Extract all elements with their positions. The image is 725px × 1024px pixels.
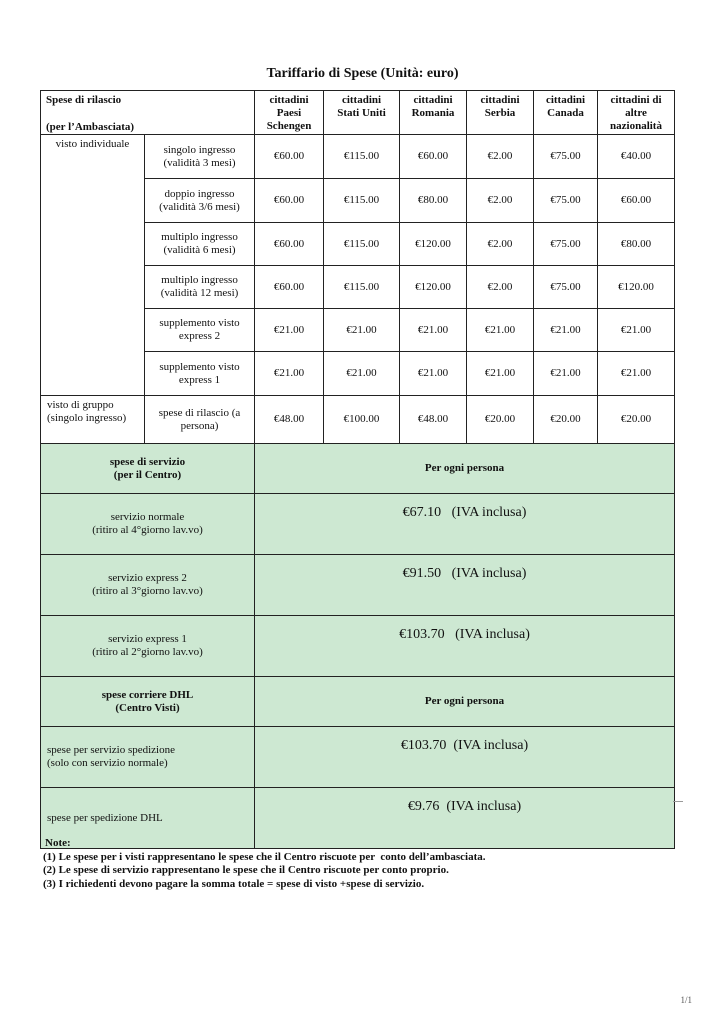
column-header-canada: cittadini Canada bbox=[534, 91, 598, 135]
service-row bbox=[41, 555, 675, 616]
group-label-individual: visto individuale bbox=[41, 135, 145, 396]
fee-cell: €21.00 bbox=[598, 309, 675, 352]
fee-cell: €21.00 bbox=[400, 309, 467, 352]
fee-cell: €120.00 bbox=[400, 266, 467, 309]
table-row bbox=[41, 135, 675, 179]
page-number: 1/1 bbox=[680, 995, 692, 1005]
service-label: spese per servizio spedizione (solo con servizio normale) bbox=[41, 727, 255, 788]
table-edge-line bbox=[673, 801, 683, 802]
fee-cell: €48.00 bbox=[400, 396, 467, 444]
fee-cell: €75.00 bbox=[534, 266, 598, 309]
service-price: €103.70 (IVA inclusa) bbox=[255, 727, 675, 788]
fee-cell: €115.00 bbox=[324, 135, 400, 179]
fee-cell: €20.00 bbox=[467, 396, 534, 444]
notes-section bbox=[43, 837, 486, 891]
section-header-label: spese di servizio (per il Centro) bbox=[41, 444, 255, 494]
fee-cell: €21.00 bbox=[467, 352, 534, 396]
fee-cell: €21.00 bbox=[534, 309, 598, 352]
fee-cell: €2.00 bbox=[467, 179, 534, 223]
service-header-row bbox=[41, 444, 675, 494]
service-price: €103.70 (IVA inclusa) bbox=[255, 616, 675, 677]
fee-cell: €60.00 bbox=[255, 135, 324, 179]
note-item: (2) Le spese di servizio rappresentano le spese che il Centro riscuote per conto proprio. bbox=[43, 864, 449, 876]
fee-cell: €21.00 bbox=[467, 309, 534, 352]
header-line1: Spese di rilascio bbox=[46, 94, 122, 106]
table-header-row bbox=[41, 91, 675, 135]
fee-cell: €75.00 bbox=[534, 135, 598, 179]
fee-cell: €60.00 bbox=[255, 266, 324, 309]
visa-type-label: multiplo ingresso (validità 6 mesi) bbox=[145, 223, 255, 266]
fee-cell: €120.00 bbox=[400, 223, 467, 266]
column-header-romania: cittadini Romania bbox=[400, 91, 467, 135]
header-issuance-fees bbox=[41, 91, 255, 135]
column-header-schengen: cittadini Paesi Schengen bbox=[255, 91, 324, 135]
fee-cell: €115.00 bbox=[324, 179, 400, 223]
visa-type-label: spese di rilascio (a persona) bbox=[145, 396, 255, 444]
fee-cell: €100.00 bbox=[324, 396, 400, 444]
column-header-serbia: cittadini Serbia bbox=[467, 91, 534, 135]
column-header-usa: cittadini Stati Uniti bbox=[324, 91, 400, 135]
fee-cell: €20.00 bbox=[534, 396, 598, 444]
fee-cell: €21.00 bbox=[534, 352, 598, 396]
fee-cell: €21.00 bbox=[255, 352, 324, 396]
fee-cell: €80.00 bbox=[400, 179, 467, 223]
fee-cell: €75.00 bbox=[534, 223, 598, 266]
fee-cell: €21.00 bbox=[324, 309, 400, 352]
service-label: servizio express 1 (ritiro al 2°giorno lav.vo) bbox=[41, 616, 255, 677]
dhl-row bbox=[41, 727, 675, 788]
fee-cell: €21.00 bbox=[324, 352, 400, 396]
visa-type-label: multiplo ingresso (validità 12 mesi) bbox=[145, 266, 255, 309]
fee-cell: €75.00 bbox=[534, 179, 598, 223]
visa-type-label: supplemento visto express 1 bbox=[145, 352, 255, 396]
fee-cell: €20.00 bbox=[598, 396, 675, 444]
visa-type-label: doppio ingresso (validità 3/6 mesi) bbox=[145, 179, 255, 223]
fee-cell: €60.00 bbox=[255, 223, 324, 266]
fee-cell: €120.00 bbox=[598, 266, 675, 309]
fee-cell: €60.00 bbox=[598, 179, 675, 223]
fee-cell: €21.00 bbox=[255, 309, 324, 352]
fee-cell: €60.00 bbox=[400, 135, 467, 179]
fee-cell: €2.00 bbox=[467, 266, 534, 309]
fee-table bbox=[40, 90, 675, 849]
fee-cell: €115.00 bbox=[324, 223, 400, 266]
header-line2: (per l’Ambasciata) bbox=[46, 121, 135, 133]
fee-cell: €2.00 bbox=[467, 135, 534, 179]
visa-type-label: singolo ingresso (validità 3 mesi) bbox=[145, 135, 255, 179]
service-price: €91.50 (IVA inclusa) bbox=[255, 555, 675, 616]
service-label: spese per spedizione DHL bbox=[41, 788, 255, 849]
group-label-group: visto di gruppo (singolo ingresso) bbox=[41, 396, 145, 444]
column-header-other: cittadini di altre nazionalità bbox=[598, 91, 675, 135]
table-row bbox=[41, 396, 675, 444]
service-row bbox=[41, 616, 675, 677]
fee-cell: €40.00 bbox=[598, 135, 675, 179]
notes-title: Note: bbox=[45, 837, 71, 849]
service-label: servizio express 2 (ritiro al 3°giorno lav.vo) bbox=[41, 555, 255, 616]
note-item: (3) I richiedenti devono pagare la somma totale = spese di visto +spese di servizio. bbox=[43, 877, 425, 890]
service-price: €67.10 (IVA inclusa) bbox=[255, 494, 675, 555]
visa-type-label: supplemento visto express 2 bbox=[145, 309, 255, 352]
service-label: servizio normale (ritiro al 4°giorno lav.vo) bbox=[41, 494, 255, 555]
fee-cell: €48.00 bbox=[255, 396, 324, 444]
section-header-label: spese corriere DHL (Centro Visti) bbox=[41, 677, 255, 727]
note-item: (1) Le spese per i visti rappresentano le spese che il Centro riscuote per conto dell’ambasciata. bbox=[43, 850, 486, 863]
service-price: €9.76 (IVA inclusa) bbox=[255, 788, 675, 849]
fee-cell: €60.00 bbox=[255, 179, 324, 223]
section-header-value: Per ogni persona bbox=[255, 444, 675, 494]
fee-cell: €2.00 bbox=[467, 223, 534, 266]
fee-cell: €21.00 bbox=[598, 352, 675, 396]
fee-cell: €21.00 bbox=[400, 352, 467, 396]
fee-cell: €115.00 bbox=[324, 266, 400, 309]
service-row bbox=[41, 494, 675, 555]
section-header-value: Per ogni persona bbox=[255, 677, 675, 727]
dhl-header-row bbox=[41, 677, 675, 727]
fee-cell: €80.00 bbox=[598, 223, 675, 266]
document-title: Tariffario di Spese (Unità: euro) bbox=[266, 66, 459, 81]
